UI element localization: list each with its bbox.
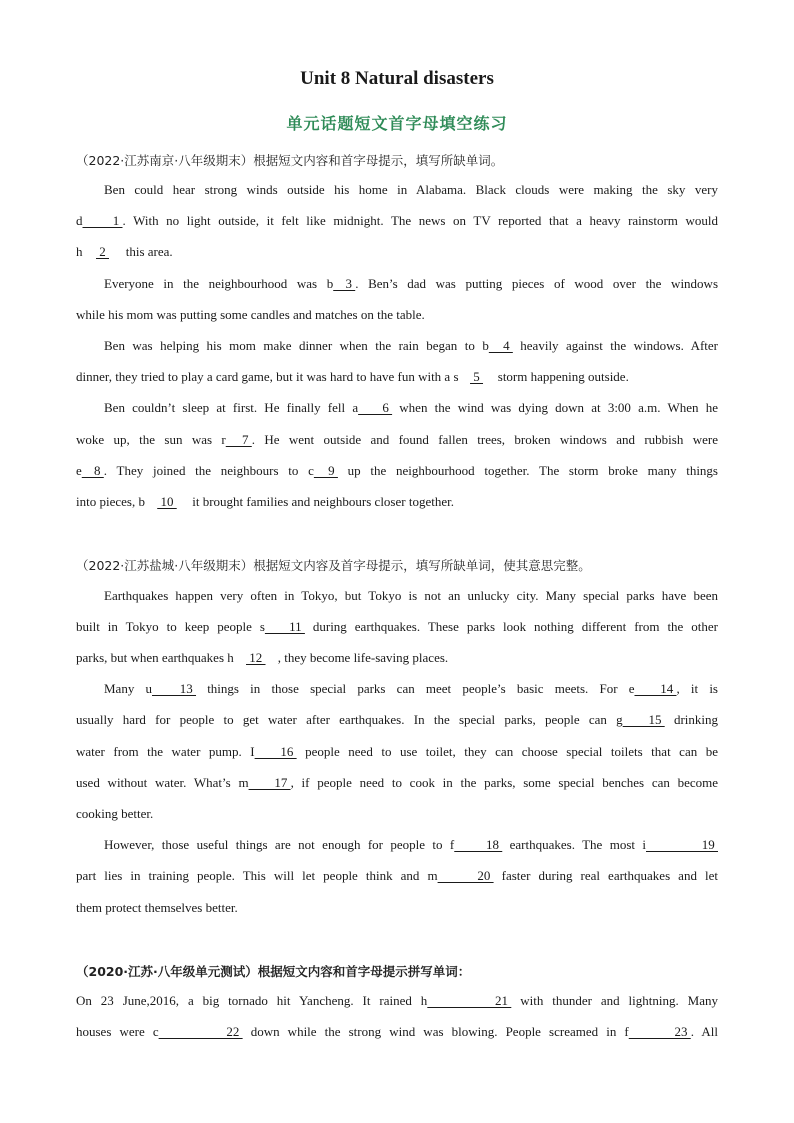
answer-blank-8[interactable]: 8 xyxy=(81,463,104,478)
answer-blank-11[interactable]: 11 xyxy=(264,619,305,634)
passage-line xyxy=(104,182,718,198)
passage-text: up the neighbourhood together. The storm broke many things xyxy=(337,463,718,478)
passage-line xyxy=(76,868,718,884)
answer-blank-10[interactable]: 10 xyxy=(157,494,177,509)
passage-text: . He went outside and found fallen trees, broken windows and rubbish were xyxy=(251,432,718,447)
answer-blank-2[interactable]: 2 xyxy=(96,244,109,259)
passage-text: , it is xyxy=(676,681,718,696)
passage-text: earthquakes. The most i xyxy=(502,837,646,852)
passage-text: dinner, they tried to play a card game, but it was hard to have fun with a s xyxy=(76,369,459,384)
passage-text: them protect themselves better. xyxy=(76,900,238,915)
passage-text: used without water. What’s m xyxy=(76,775,249,790)
passage-line xyxy=(76,775,718,791)
answer-blank-1[interactable]: 1 xyxy=(82,213,123,228)
passage-text: d xyxy=(76,213,83,228)
passage-line xyxy=(104,588,718,604)
passage-text: this area. xyxy=(122,244,173,259)
passage-line xyxy=(76,619,718,635)
passage-text: built in Tokyo to keep people s xyxy=(76,619,265,634)
passage-text: Ben was helping his mom make dinner when the rain began to b xyxy=(104,338,489,353)
passage-line xyxy=(76,463,718,479)
passage-text: . All xyxy=(690,1024,718,1039)
passage-text: usually hard for people to get water after earthquakes. In the special parks, people can g xyxy=(76,712,623,727)
section3-heading: （2020·江苏·八年级单元测试）根据短文内容和首字母提示拼写单词： xyxy=(76,964,471,979)
answer-blank-16[interactable]: 16 xyxy=(254,744,297,759)
passage-line xyxy=(104,338,718,354)
passage-line xyxy=(76,1024,718,1040)
passage-text: However, those useful things are not enough for people to f xyxy=(104,837,455,852)
passage-line xyxy=(76,494,718,510)
answer-blank-17[interactable]: 17 xyxy=(248,775,291,790)
passage-text: during earthquakes. These parks look nothing different from the other xyxy=(304,619,719,634)
passage-text: , they become life-saving places. xyxy=(277,650,449,665)
passage-text: , if people need to cook in the parks, some special benches can become xyxy=(290,775,719,790)
passage-line xyxy=(104,837,718,853)
passage-text: part lies in training people. This will let people think and m xyxy=(76,868,438,883)
passage-text: Everyone in the neighbourhood was b xyxy=(104,276,334,291)
answer-blank-4[interactable]: 4 xyxy=(488,338,513,353)
passage-line xyxy=(76,744,718,760)
passage-line xyxy=(76,432,718,448)
passage-line xyxy=(76,806,718,822)
answer-blank-3[interactable]: 3 xyxy=(333,276,356,291)
answer-blank-12[interactable]: 12 xyxy=(246,650,266,665)
passage-text: . Ben’s dad was putting pieces of wood over the windows xyxy=(355,276,718,291)
passage-line xyxy=(104,681,718,697)
page-title: Unit 8 Natural disasters xyxy=(300,68,494,89)
answer-blank-9[interactable]: 9 xyxy=(313,463,338,478)
passage-line xyxy=(76,712,718,728)
passage-text: Ben couldn’t sleep at first. He finally fell a xyxy=(104,400,359,415)
section2-heading: （2022·江苏盐城·八年级期末）根据短文内容及首字母提示，填写所缺单词，使其意思完整。 xyxy=(76,558,591,573)
passage-line xyxy=(76,993,718,1009)
passage-line xyxy=(104,276,718,292)
answer-blank-6[interactable]: 6 xyxy=(358,400,393,415)
answer-blank-18[interactable]: 18 xyxy=(454,837,503,852)
passage-text: heavily against the windows. After xyxy=(512,338,718,353)
page-subtitle: 单元话题短文首字母填空练习 xyxy=(286,114,508,133)
passage-text: it brought families and neighbours closer together. xyxy=(188,494,454,509)
answer-blank-22[interactable]: 22 xyxy=(158,1024,243,1039)
passage-text: Earthquakes happen very often in Tokyo, but Tokyo is not an unlucky city. Many special parks have been xyxy=(104,588,718,603)
passage-text: cooking better. xyxy=(76,806,154,821)
passage-text: faster during real earthquakes and let xyxy=(493,868,718,883)
answer-blank-14[interactable]: 14 xyxy=(634,681,677,696)
passage-text: . They joined the neighbours to c xyxy=(103,463,314,478)
answer-blank-7[interactable]: 7 xyxy=(225,432,252,447)
passage-text: people need to use toilet, they can choose special toilets that can be xyxy=(296,744,718,759)
passage-line xyxy=(76,900,718,916)
answer-blank-21[interactable]: 21 xyxy=(427,993,512,1008)
answer-blank-20[interactable]: 20 xyxy=(437,868,494,883)
passage-text: water from the water pump. I xyxy=(76,744,255,759)
passage-text: Ben could hear strong winds outside his home in Alabama. Black clouds were making the sky very xyxy=(104,182,718,197)
passage-text: drinking xyxy=(664,712,718,727)
passage-text: storm happening outside. xyxy=(494,369,629,384)
passage-text: Many u xyxy=(104,681,153,696)
passage-line xyxy=(104,400,718,416)
passage-text: while his mom was putting some candles and matches on the table. xyxy=(76,307,425,322)
passage-text: h xyxy=(76,244,83,259)
passage-text: houses were c xyxy=(76,1024,159,1039)
passage-line xyxy=(76,307,718,323)
answer-blank-13[interactable]: 13 xyxy=(152,681,197,696)
passage-text: woke up, the sun was r xyxy=(76,432,226,447)
passage-line xyxy=(76,244,718,260)
answer-blank-5[interactable]: 5 xyxy=(470,369,484,384)
passage-line xyxy=(76,213,718,229)
passage-text: into pieces, b xyxy=(76,494,145,509)
passage-text: parks, but when earthquakes h xyxy=(76,650,234,665)
passage-line xyxy=(76,650,718,666)
passage-text: On 23 June,2016, a big tornado hit Yancheng. It rained h xyxy=(76,993,428,1008)
passage-text: e xyxy=(76,463,82,478)
section1-heading: （2022·江苏南京·八年级期末）根据短文内容和首字母提示，填写所缺单词。 xyxy=(76,153,504,168)
answer-blank-19[interactable]: 19 xyxy=(646,837,718,852)
passage-text: things in those special parks can meet people’s basic meets. For e xyxy=(196,681,635,696)
passage-text: when the wind was dying down at 3:00 a.m. When he xyxy=(392,400,718,415)
answer-blank-23[interactable]: 23 xyxy=(628,1024,691,1039)
passage-line xyxy=(76,369,718,385)
passage-text: with thunder and lightning. Many xyxy=(511,993,718,1008)
passage-text: down while the strong wind was blowing. People screamed in f xyxy=(242,1024,629,1039)
passage-text: . With no light outside, it felt like midnight. The news on TV reported that a heavy rainstorm would xyxy=(122,213,718,228)
answer-blank-15[interactable]: 15 xyxy=(622,712,665,727)
